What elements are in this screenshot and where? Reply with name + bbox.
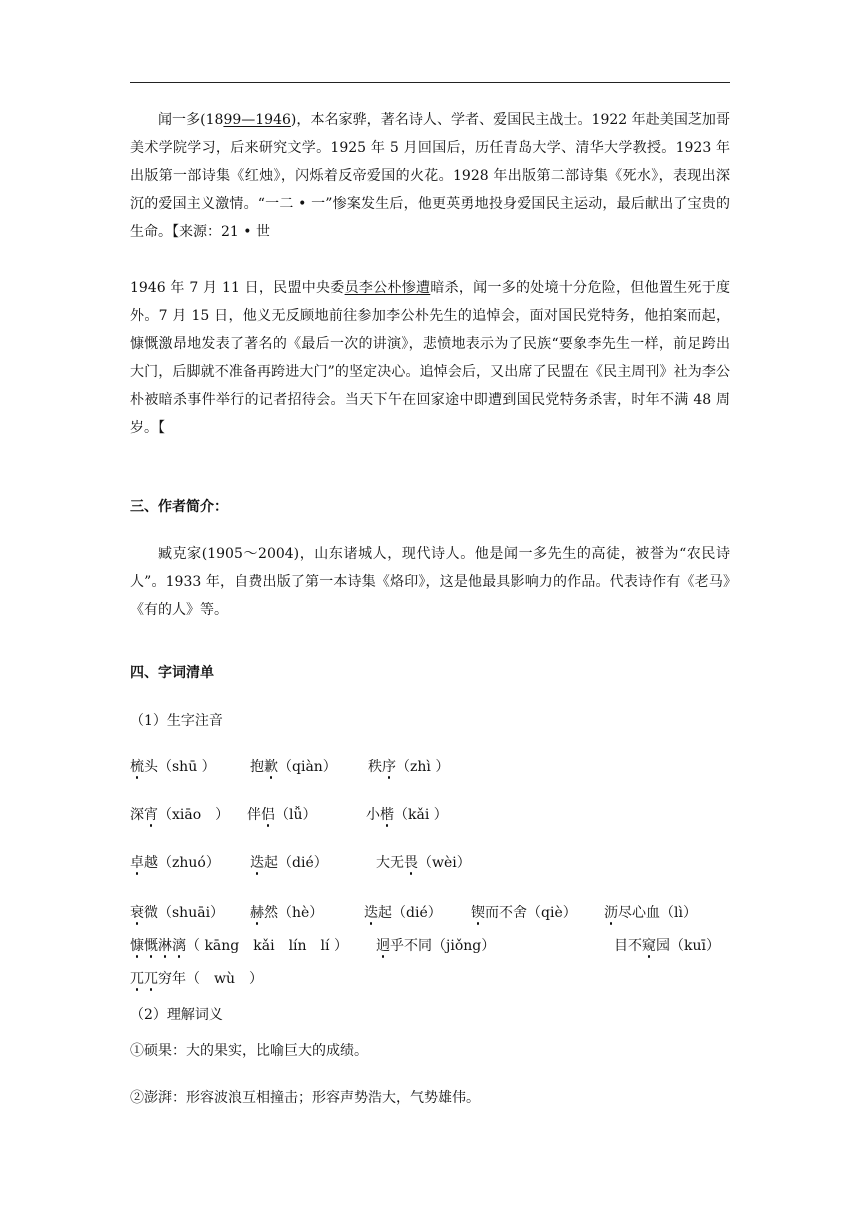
pinyin: （lǚ） <box>275 807 317 823</box>
text-run: 闻一多(18 <box>158 112 224 128</box>
pinyin: 然（hè） <box>264 905 324 921</box>
vocab-item <box>368 756 449 776</box>
vocab-item <box>604 902 697 922</box>
pinyin: 微（shuāi） <box>144 905 225 921</box>
text-run: 秩 <box>368 759 382 775</box>
pinyin: （zhì ） <box>396 759 450 775</box>
dotted-char: 兀 <box>144 971 158 987</box>
vocab-item <box>250 852 328 872</box>
definition-1: ①硕果：大的果实，比喻巨大的成绩。 <box>130 1043 368 1059</box>
vocab-item <box>130 756 216 776</box>
vocab-item <box>376 935 495 955</box>
vocab-item <box>247 804 317 824</box>
pinyin: 尽心血（lì） <box>618 905 697 921</box>
text-run: 1946 年 7 月 11 日，民盟中央委 <box>130 280 345 296</box>
text-run: 深 <box>130 807 144 823</box>
dotted-char: 慷 <box>130 938 144 954</box>
definition-2: ②澎湃：形容波浪互相撞击；形容声势浩大，气势雄伟。 <box>130 1090 480 1106</box>
underlined-name: 员李公朴惨遭 <box>344 280 431 296</box>
pinyin: 乎不同（jiǒng） <box>390 938 496 954</box>
dotted-char: 迭 <box>364 905 378 921</box>
section-4-title: 四、字词清单 <box>130 665 214 681</box>
subheading-definitions: （2）理解词义 <box>130 1007 223 1023</box>
pinyin: （wèi） <box>418 855 471 871</box>
dotted-char: 卓 <box>130 855 144 871</box>
dotted-char: 迭 <box>250 855 264 871</box>
dotted-char: 梳 <box>130 759 144 775</box>
dotted-char: 楷 <box>380 807 394 823</box>
dotted-char: 慨 <box>144 938 158 954</box>
dotted-char: 歉 <box>264 759 278 775</box>
vocab-item <box>366 804 448 824</box>
vocab-item <box>130 935 348 955</box>
text-run: 大无 <box>376 855 404 871</box>
text-run: 暗杀，闻一多的处境十分危险，但他置生死于度外。7 月 15 日，他义无反顾地前往参加李公朴先生的追悼会，面对国民党特务，他拍案而起，慷慨激昂地发表了著名的《最后一次的讲演》，悲愤地表示为了民族“要象李先生一样，前足跨出大门，后脚就不准备再跨进大门”的坚定决心。追悼会后，又出席了民盟在《民主周刊》社为李公朴被暗杀事件举行的记者招待会。当天下午在回家途中即遭到国民党特务杀害，时年不满 48 周岁。【 <box>130 280 731 436</box>
text-run: 抱 <box>250 759 264 775</box>
dotted-char: 漓 <box>172 938 186 954</box>
vocab-item <box>130 852 220 872</box>
pinyin: （xiāo ） <box>158 807 230 823</box>
text-run: )，本名家骅，著名诗人、学者、爱国民主战士。1922 年赴美国芝加哥美术学院学习，后来研究文学。1925 年 5 月回国后，历任青岛大学、清华大学教授。1923 年出版第一部诗集《红烛》，闪烁着反帝爱国的火花。1928 年出版第二部诗集《死水》，表现出深沉的爱国主义激情。“一二 • 一”惨案发生后，他更英勇地投身爱国民主运动，最后献出了宝贵的生命。【来源：21 • 世 <box>130 112 730 240</box>
dotted-char: 侣 <box>261 807 275 823</box>
dotted-char: 淋 <box>158 938 172 954</box>
vocab-item <box>130 902 224 922</box>
pinyin: （qiàn） <box>278 759 337 775</box>
vocab-item <box>130 804 229 824</box>
pinyin: （ kāng kǎi lín lí ） <box>186 938 348 954</box>
section-3-title: 三、作者简介： <box>130 499 228 515</box>
pinyin: 园（kuī） <box>656 938 720 954</box>
pinyin: 起（dié） <box>378 905 442 921</box>
vocab-item <box>130 968 263 988</box>
pinyin: 起（dié） <box>264 855 328 871</box>
dotted-char: 衰 <box>130 905 144 921</box>
intro-paragraph-1 <box>130 106 730 246</box>
dotted-char: 序 <box>382 759 396 775</box>
section-3-body: 臧克家(1905～2004)，山东诸城人，现代诗人。他是闻一多先生的高徒，被誉为“农民诗人”。1933 年，自费出版了第一本诗集《烙印》，这是他最具影响力的作品。代表诗作有《老马》《有的人》等。 <box>130 546 730 618</box>
intro-paragraph-2 <box>130 274 730 442</box>
header-rule <box>130 82 730 83</box>
text-run: 目不 <box>614 938 642 954</box>
dotted-char: 赫 <box>250 905 264 921</box>
pinyin: 头（shū ） <box>144 759 216 775</box>
dotted-char: 兀 <box>130 971 144 987</box>
dotted-char: 窥 <box>642 938 656 954</box>
subheading-pronunciation: （1）生字注音 <box>130 713 223 729</box>
dotted-char: 宵 <box>144 807 158 823</box>
dotted-char: 畏 <box>404 855 418 871</box>
vocab-item <box>250 902 323 922</box>
vocab-item <box>250 756 337 776</box>
vocab-item <box>614 935 720 955</box>
vocab-item <box>376 852 471 872</box>
vocab-item <box>364 902 442 922</box>
dotted-char: 锲 <box>471 905 485 921</box>
pinyin: （kǎi ） <box>394 807 448 823</box>
text-run: 伴 <box>247 807 261 823</box>
vocab-item <box>471 902 577 922</box>
pinyin: 越（zhuó） <box>144 855 220 871</box>
pinyin: 而不舍（qiè） <box>485 905 577 921</box>
dotted-char: 迥 <box>376 938 390 954</box>
underlined-years: 99—1946 <box>223 112 291 128</box>
text-run: 小 <box>366 807 380 823</box>
pinyin: 穷年（ wù ） <box>158 971 263 987</box>
dotted-char: 沥 <box>604 905 618 921</box>
